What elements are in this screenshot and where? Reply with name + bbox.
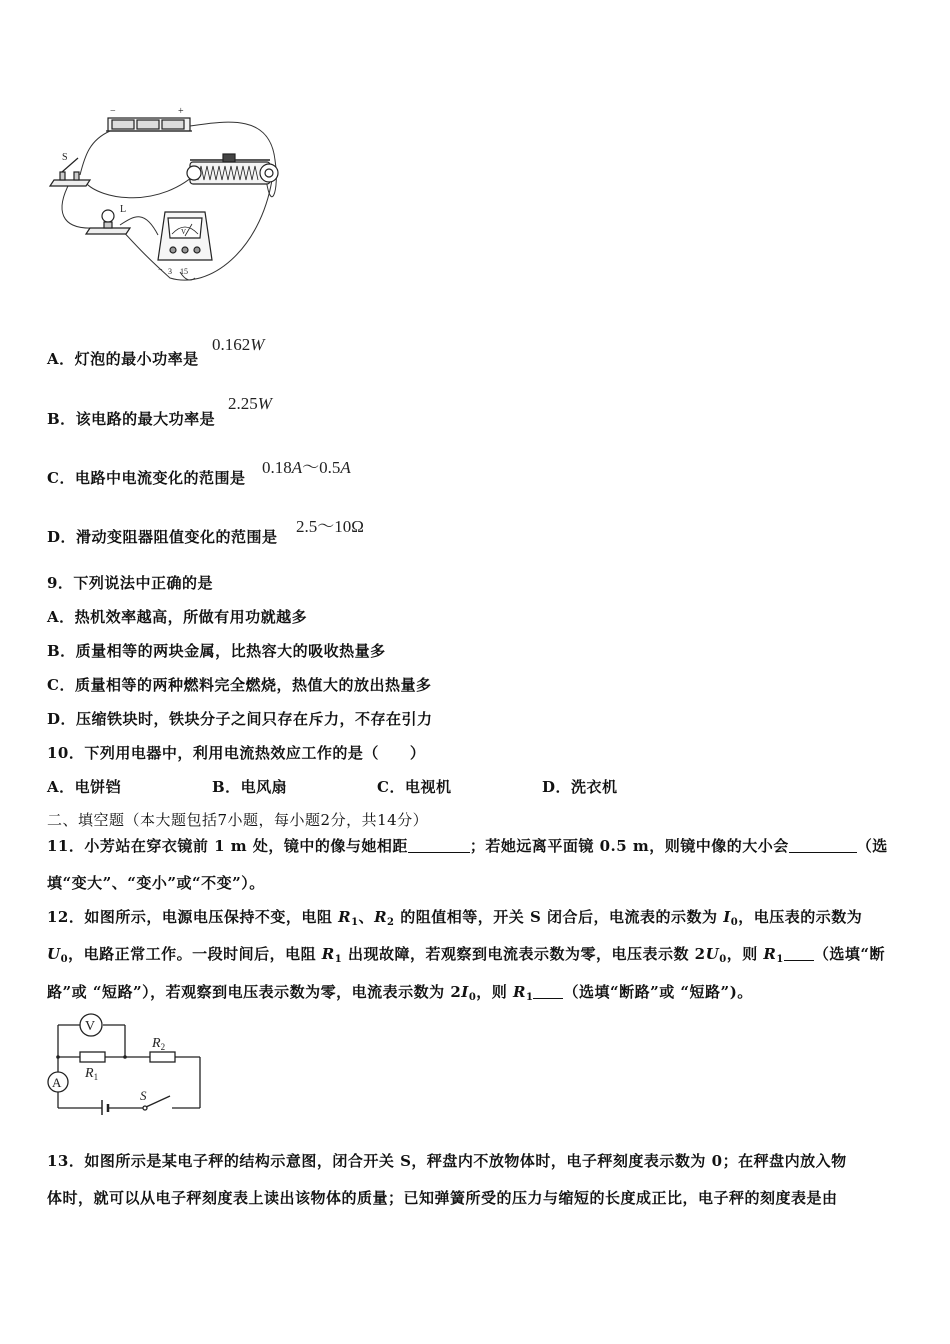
q8-option-a — [47, 348, 199, 369]
battery-minus-label: − — [110, 106, 116, 117]
q12-u0: U — [47, 945, 61, 963]
q8-option-b-label: B．该电路的最大功率是 — [47, 410, 216, 428]
q8-option-c-number-b: 0.5 — [319, 458, 341, 477]
r2-sub: 2 — [160, 1042, 166, 1052]
q12-r1-b-sub: 1 — [334, 954, 343, 965]
q9-stem: 9．下列说法中正确的是 — [47, 574, 213, 592]
q9-option-d: D．压缩铁块时，铁块分子之间只存在斥力，不存在引力 — [47, 710, 433, 728]
q11-part1: 11．小芳站在穿衣镜前 1 m 处，镜中的像与她相距 — [47, 837, 408, 855]
q11-part3: （选 — [856, 837, 888, 855]
q8-option-a-unit: W — [250, 335, 265, 354]
q12-r1: R — [338, 908, 352, 926]
switch-s-label: S — [140, 1088, 147, 1103]
r1-label — [84, 1066, 98, 1082]
resistor-r1-symbol — [80, 1052, 105, 1062]
q9-option-a: A．热机效率越高，所做有用功就越多 — [47, 608, 308, 626]
circuit-apparatus-figure — [40, 100, 290, 290]
q8-option-c — [47, 467, 245, 488]
rheostat — [187, 154, 278, 184]
r1-letter: R — [85, 1066, 94, 1081]
q12-r2: R — [374, 908, 388, 926]
q8-option-d-number: 2.5～10Ω — [296, 517, 364, 536]
q8-option-c-value — [262, 453, 351, 478]
q10-option-d: D．洗衣机 — [542, 778, 618, 796]
r2-letter: R — [152, 1036, 161, 1051]
q8-option-b-value — [228, 394, 272, 414]
q8-option-d-value — [296, 512, 364, 537]
q12-line1 — [47, 906, 862, 928]
q12-l1-b: 、 — [358, 908, 375, 926]
q11-blank-2 — [789, 838, 857, 853]
r2-label — [151, 1036, 165, 1052]
q12-i0-sub: 0 — [730, 917, 739, 928]
q8-option-a-value — [212, 335, 264, 355]
q8-option-b — [47, 408, 215, 429]
q12-r2-sub: 2 — [387, 917, 395, 928]
switch-blade — [146, 1096, 170, 1107]
section2-title: 二、填空题（本大题包括7小题，每小题2分，共14分） — [47, 811, 429, 829]
q12-r1-b: R — [321, 945, 335, 963]
q8-option-c-unit-a: A — [291, 458, 303, 477]
q8-option-b-unit: W — [257, 394, 272, 413]
battery-pack — [106, 118, 192, 131]
q12-u0-b-sub: 0 — [719, 954, 727, 965]
q12-blank-2 — [533, 984, 563, 999]
q12-l3-a: 路”或 “短路”），若观察到电压表示数为零，电流表示数为 2 — [47, 983, 462, 1001]
q12-l2-d: （选填“断 — [813, 945, 885, 963]
q8-option-b-number: 2.25 — [228, 394, 258, 413]
q12-r1-sub: 1 — [351, 917, 359, 928]
q12-l2-c: ，则 — [726, 945, 764, 963]
q12-r1-d: R — [513, 983, 526, 1001]
switch-label: S — [62, 152, 68, 163]
q8-option-c-unit-b: A — [340, 458, 351, 477]
voltmeter-v-label: V — [181, 228, 187, 236]
terminal-minus-label: − — [158, 265, 163, 274]
q9-option-b: B．质量相等的两块金属，比热容大的吸收热量多 — [47, 642, 386, 660]
r1-sub: 1 — [93, 1072, 99, 1082]
q12-i0: I — [723, 908, 731, 926]
q10-option-a: A．电饼铛 — [47, 778, 122, 796]
q12-l2-b: 出现故障，若观察到电流表示数为零，电压表示数 2 — [342, 945, 706, 963]
q9-option-c: C．质量相等的两种燃料完全燃烧，热值大的放出热量多 — [47, 676, 432, 694]
q11-line1 — [47, 835, 888, 856]
q12-line2 — [47, 943, 885, 965]
q12-u0-b: U — [705, 945, 720, 963]
q8-option-c-sep: ～ — [302, 458, 320, 477]
q12-r1-c-sub: 1 — [776, 954, 784, 965]
ammeter-label: A — [52, 1075, 62, 1090]
q8-option-c-number-a: 0.18 — [262, 458, 292, 477]
resistor-r2-symbol — [150, 1052, 175, 1062]
q10-option-c: C．电视机 — [377, 778, 452, 796]
q12-l2-a: ，电路正常工作。一段时间后，电阻 — [68, 945, 322, 963]
q12-l1-d: ，电压表的示数为 — [738, 908, 863, 926]
q11-line2: 填“变大”、“变小”或“不变”）。 — [47, 874, 265, 892]
q12-l1-c: 的阻值相等，开关 S 闭合后，电流表的示数为 — [394, 908, 724, 926]
q12-line3 — [47, 981, 753, 1003]
q12-i0-b: I — [461, 983, 469, 1001]
q12-r1-c: R — [763, 945, 777, 963]
q13-line1: 13．如图所示是某电子秤的结构示意图，闭合开关 S，秤盘内不放物体时，电子秤刻度表示数为 0；在秤盘内放入物 — [47, 1152, 847, 1170]
q8-option-a-number: 0.162 — [212, 335, 251, 354]
q12-blank-1 — [784, 946, 814, 961]
battery-plus-label: + — [178, 106, 184, 117]
lamp-label: L — [120, 204, 127, 215]
q12-l3-c: （选填“断路”或 “短路”)。 — [563, 983, 753, 1001]
q12-l1-a: 12．如图所示，电源电压保持不变，电阻 — [47, 908, 339, 926]
q12-i0-b-sub: 0 — [468, 992, 477, 1003]
q12-l3-b: ，则 — [476, 983, 514, 1001]
q12-r1-d-sub: 1 — [525, 992, 534, 1003]
terminal-15-label: 15 — [180, 267, 188, 276]
q11-blank-1 — [408, 838, 470, 853]
q10-option-b: B．电风扇 — [212, 778, 288, 796]
voltmeter-label: V — [85, 1019, 96, 1034]
q13-line2: 体时，就可以从电子秤刻度表上读出该物体的质量；已知弹簧所受的压力与缩短的长度成正比，电子秤的刻度表是由 — [47, 1189, 838, 1207]
q10-stem: 10．下列用电器中，利用电流热效应工作的是（ ） — [47, 744, 426, 762]
circuit-diagram-figure — [40, 1010, 215, 1115]
terminal-3-label: 3 — [168, 267, 172, 276]
voltmeter-device — [158, 212, 212, 260]
q12-u0-sub: 0 — [60, 954, 69, 965]
q8-option-d-label: D．滑动变阻器阻值变化的范围是 — [47, 528, 278, 546]
q8-option-a-label: A．灯泡的最小功率是 — [47, 350, 199, 368]
q8-option-c-label: C．电路中电流变化的范围是 — [47, 469, 246, 487]
q11-part2: ；若她远离平面镜 0.5 m，则镜中像的大小会 — [469, 837, 789, 855]
q8-option-d — [47, 526, 278, 547]
